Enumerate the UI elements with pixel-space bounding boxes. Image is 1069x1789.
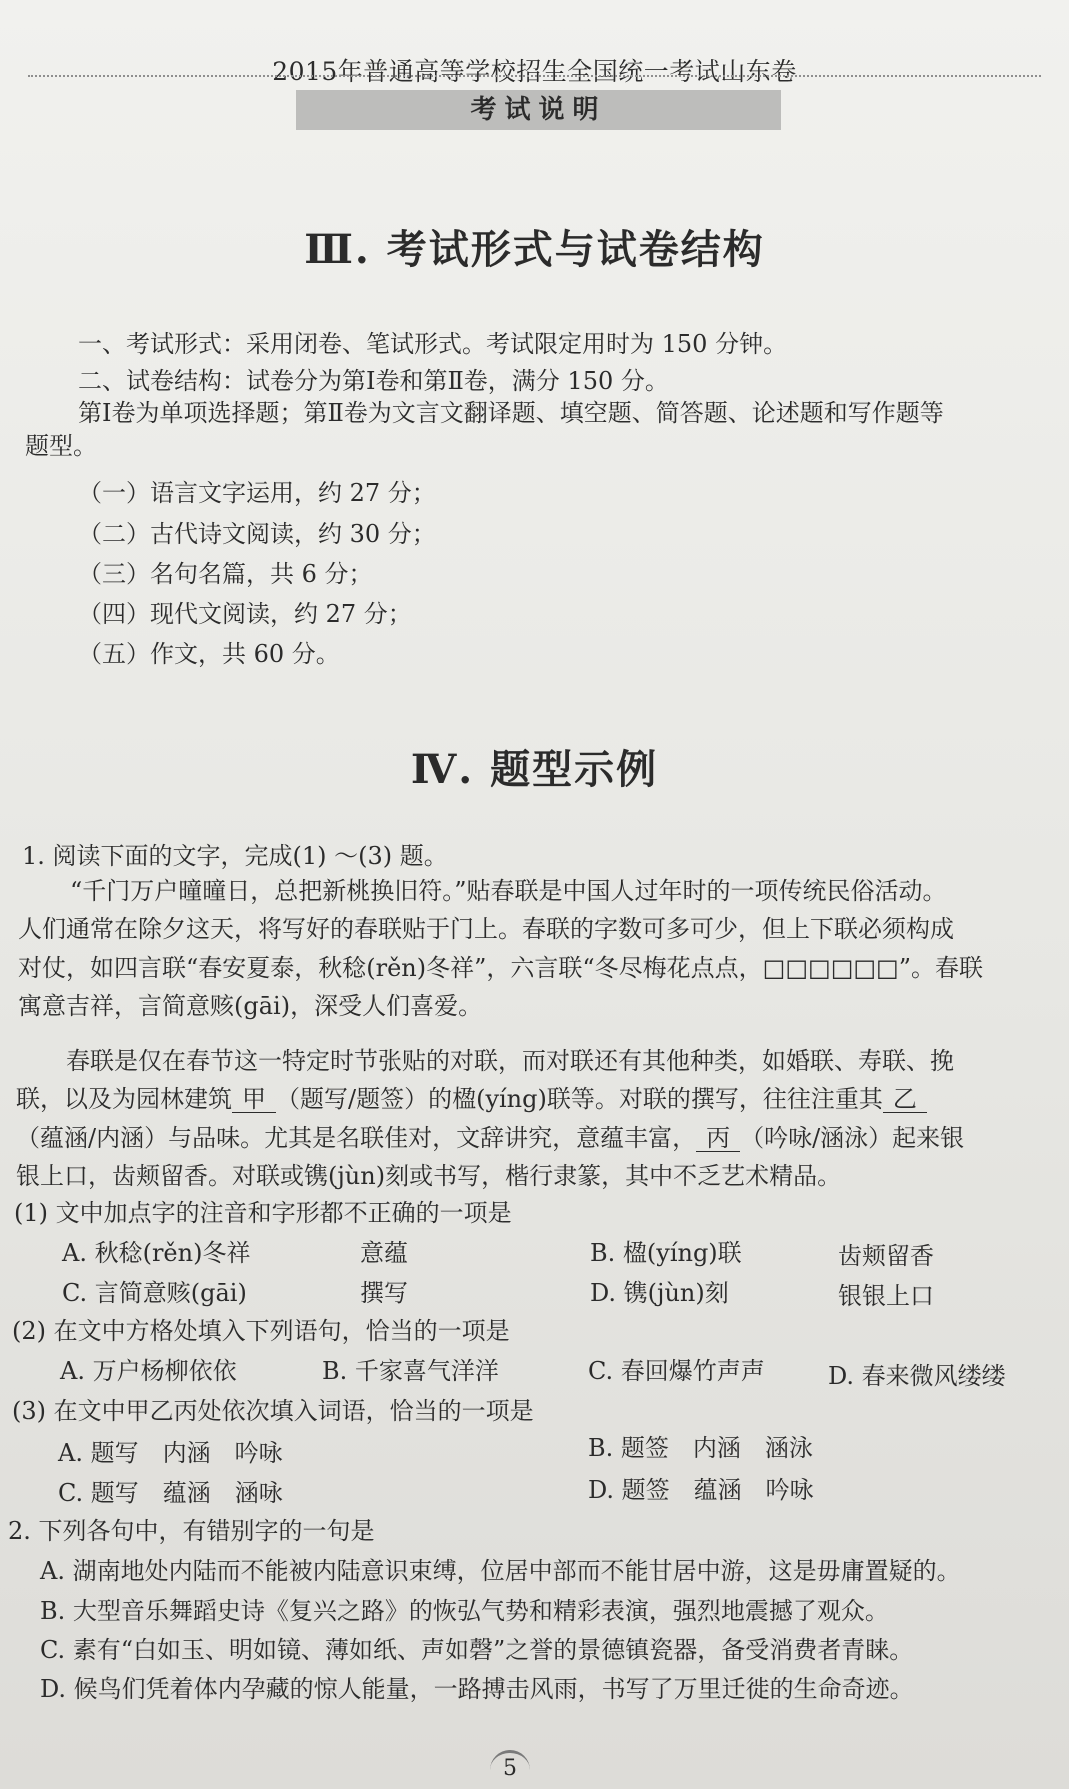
passage-text: 联，以及为园林建筑 [16,1085,232,1113]
q1-passage-line: 人们通常在除夕这天，将写好的春联贴于门上。春联的字数可多可少，但上下联必须构成 [18,915,954,943]
passage-text: （题写/题签）的楹(yíng)联等。对联的撰写，往往注重其 [276,1085,883,1113]
q1-sub1-option-a: A. 秋稔(rěn)冬祥 [62,1239,251,1267]
blank-bing: 丙 [696,1125,740,1152]
passage-text: （吟咏/涵泳）起来银 [740,1124,965,1152]
q1-passage-line [16,1122,964,1154]
q1-sub1-option-d-word: 银银上口 [838,1282,934,1310]
q1-passage-line [16,1083,927,1115]
q1-sub3-stem: (3) 在文中甲乙丙处依次填入词语，恰当的一项是 [12,1397,534,1425]
q2-option-d: D. 候鸟们凭着体内孕藏的惊人能量，一路搏击风雨，书写了万里迁徙的生命奇迹。 [40,1675,914,1703]
q1-sub3-option-b: B. 题签 内涵 涵泳 [588,1434,813,1462]
paper-types-line: 第Ⅰ卷为单项选择题；第Ⅱ卷为文言文翻译题、填空题、简答题、论述题和写作题等 [78,399,944,427]
q1-passage-line: 寓意吉祥，言简意赅(gāi)，深受人们喜爱。 [18,992,483,1020]
q2-option-a: A. 湖南地处内陆而不能被内陆意识束缚，位居中部而不能甘居中游，这是毋庸置疑的。 [40,1557,961,1585]
header-subtitle: 考试说明 [296,90,781,130]
score-item: （二）古代诗文阅读，约 30 分； [78,520,436,548]
q1-sub3-option-a: A. 题写 内涵 吟咏 [58,1439,283,1467]
header-title: 2015年普通高等学校招生全国统一考试山东卷 [272,57,797,86]
q1-sub1-option-b: B. 楹(yíng)联 [590,1239,742,1267]
q1-stem: 1. 阅读下面的文字，完成(1) ～(3) 题。 [22,842,448,870]
q2-option-b: B. 大型音乐舞蹈史诗《复兴之路》的恢弘气势和精彩表演，强烈地震撼了观众。 [40,1597,889,1625]
section4-title: Ⅳ. 题型示例 [410,746,659,793]
q1-passage-line: 对仗，如四言联“春安夏泰，秋稔(rěn)冬祥”，六言联“冬尽梅花点点，□□□□□□”。春联 [18,954,983,982]
passage-text: （蕴涵/内涵）与品味。尤其是名联佳对，文辞讲究，意蕴丰富， [16,1124,697,1152]
paper-structure-line: 二、试卷结构：试卷分为第Ⅰ卷和第Ⅱ卷，满分 150 分。 [78,367,669,395]
score-item: （四）现代文阅读，约 27 分； [78,600,412,628]
q1-sub2-option-b: B. 千家喜气洋洋 [322,1357,499,1385]
q1-sub1-option-b-word: 齿颊留香 [838,1242,934,1270]
q2-stem: 2. 下列各句中，有错别字的一句是 [8,1517,375,1545]
q1-sub1-option-c: C. 言简意赅(gāi) [62,1279,247,1307]
q1-passage-line: 银上口，齿颊留香。对联或镌(jùn)刻或书写，楷行隶篆，其中不乏艺术精品。 [16,1162,842,1190]
q1-sub2-option-c: C. 春回爆竹声声 [588,1357,765,1385]
q1-sub2-option-d: D. 春来微风缕缕 [828,1362,1006,1390]
q1-passage-line: “千门万户曈曈日，总把新桃换旧符。”贴春联是中国人过年时的一项传统民俗活动。 [70,877,947,905]
q1-sub1-option-d: D. 镌(jùn)刻 [590,1279,729,1307]
q1-sub3-option-d: D. 题签 蕴涵 吟咏 [588,1476,814,1504]
q1-sub2-stem: (2) 在文中方格处填入下列语句，恰当的一项是 [12,1317,510,1345]
score-item: （一）语言文字运用，约 27 分； [78,479,436,507]
score-item: （三）名句名篇，共 6 分； [78,560,373,588]
blank-yi: 乙 [883,1086,927,1113]
score-item: （五）作文，共 60 分。 [78,640,340,668]
q1-passage-line: 春联是仅在春节这一特定时节张贴的对联，而对联还有其他种类，如婚联、寿联、挽 [66,1047,954,1075]
section3-title: Ⅲ. 考试形式与试卷结构 [304,226,765,273]
q2-option-c: C. 素有“白如玉、明如镜、薄如纸、声如磬”之誉的景德镇瓷器，备受消费者青睐。 [40,1636,914,1664]
blank-jia: 甲 [232,1086,276,1113]
page-number: 5 [490,1750,530,1785]
paper-types-line-cont: 题型。 [25,432,97,460]
header-divider [28,75,1041,77]
q1-sub3-option-c: C. 题写 蕴涵 涵咏 [58,1479,283,1507]
q1-sub1-option-c-word: 撰写 [360,1279,408,1307]
q1-sub1-option-a-word: 意蕴 [360,1239,408,1267]
q1-sub1-stem: (1) 文中加点字的注音和字形都不正确的一项是 [14,1199,512,1227]
q1-sub2-option-a: A. 万户杨柳依依 [60,1357,237,1385]
exam-form-line: 一、考试形式：采用闭卷、笔试形式。考试限定用时为 150 分钟。 [78,330,788,358]
